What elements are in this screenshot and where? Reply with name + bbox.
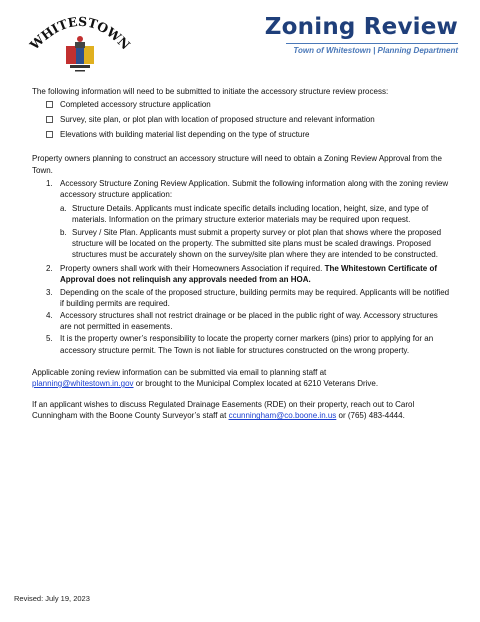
- step-item: 5. It is the property owner’s responsibility to locate the property corner markers (pins) prior to applying for an accessory structure permit. The Town is not liable for structures constructed on the wrong property.: [46, 334, 434, 355]
- rde-paragraph: If an applicant wishes to discuss Regulated Drainage Easements (RDE) on their property, reach out to Carol Cunningham with the Boone County Surveyor’s staff at ccunningham@co.boone.in.us or (765) 483-4444.: [32, 400, 415, 421]
- step-item: 3. Depending on the scale of the proposed structure, building permits may be required. Applicants will be notified if building permits are required.: [46, 287, 450, 308]
- department-subtitle: Town of Whitestown | Planning Department: [293, 46, 458, 55]
- revised-date: Revised: July 19, 2023: [14, 594, 90, 603]
- town-seal-icon: [26, 6, 134, 76]
- substeps-list: [60, 203, 450, 260]
- submission-checklist: [46, 99, 450, 140]
- logo-text: WHITESTOWN: [26, 13, 134, 53]
- checklist-item: Survey, site plan, or plot plan with location of proposed structure and relevant information: [46, 114, 450, 125]
- steps-list: [46, 178, 450, 356]
- checklist-item: Completed accessory structure application: [46, 99, 450, 110]
- title-divider: [286, 43, 458, 44]
- approval-paragraph: Property owners planning to construct an accessory structure will need to obtain a Zoning Review Approval from the Town.: [32, 154, 442, 175]
- planning-email-link[interactable]: planning@whitestown.in.gov: [32, 378, 134, 388]
- checklist-item: Elevations with building material list depending on the type of structure: [46, 129, 450, 140]
- whitestown-logo: [26, 6, 134, 76]
- page-title: Zoning Review: [264, 14, 458, 40]
- checkbox-icon: [46, 101, 53, 108]
- checkbox-icon: [46, 131, 53, 138]
- step-item: 4. Accessory structures shall not restrict drainage or be placed in the public right of way. Accessory structures are not permitted in easements.: [46, 310, 438, 332]
- submission-paragraph: Applicable zoning review information can be submitted via email to planning staff at planning@whitestown.in.gov or brought to the Municipal Complex located at 6210 Veterans Drive.: [32, 367, 379, 388]
- substep-item: b. Survey / Site Plan. Applicants must submit a property survey or plot plan that shows where the proposed structure will be located on the property. The submitted site plans must be scaled drawings. Proposed structures must be accurately shown on the survey/site plan where they are intended to be constructed.: [60, 227, 442, 259]
- document-body: [32, 86, 450, 422]
- hoa-notice: The Whitestown Certificate of Approval does not relinquish any approvals needed from an HOA.: [60, 264, 438, 285]
- step-item: 1. Accessory Structure Zoning Review Application. Submit the following information along with the zoning review accessory structure application: a. Structure Details. Applicants must indicate specific details including location, height, size, and type of materials. Information on the primary structure exterior materials may be required upon request. b. Survey / Site Plan. Applicants must submit a property survey or plot plan that shows where the proposed structure will be located on the property. The submitted site plans must be scaled drawings. Proposed structures must be accurately shown on the survey/site plan where they are intended to be constructed.: [46, 178, 449, 259]
- checkbox-icon: [46, 116, 53, 123]
- step-item: 2. Property owners shall work with their Homeowners Association if required. The Whitestown Certificate of Approval does not relinquish any approvals needed from an HOA.: [46, 264, 438, 285]
- substep-item: a. Structure Details. Applicants must indicate specific details including location, height, size, and type of materials. Information on the primary structure exterior materials may be required upon request.: [60, 204, 429, 225]
- surveyor-email-link[interactable]: ccunningham@co.boone.in.us: [228, 411, 337, 421]
- intro-paragraph: The following information will need to be submitted to initiate the accessory structure review process:: [32, 87, 389, 96]
